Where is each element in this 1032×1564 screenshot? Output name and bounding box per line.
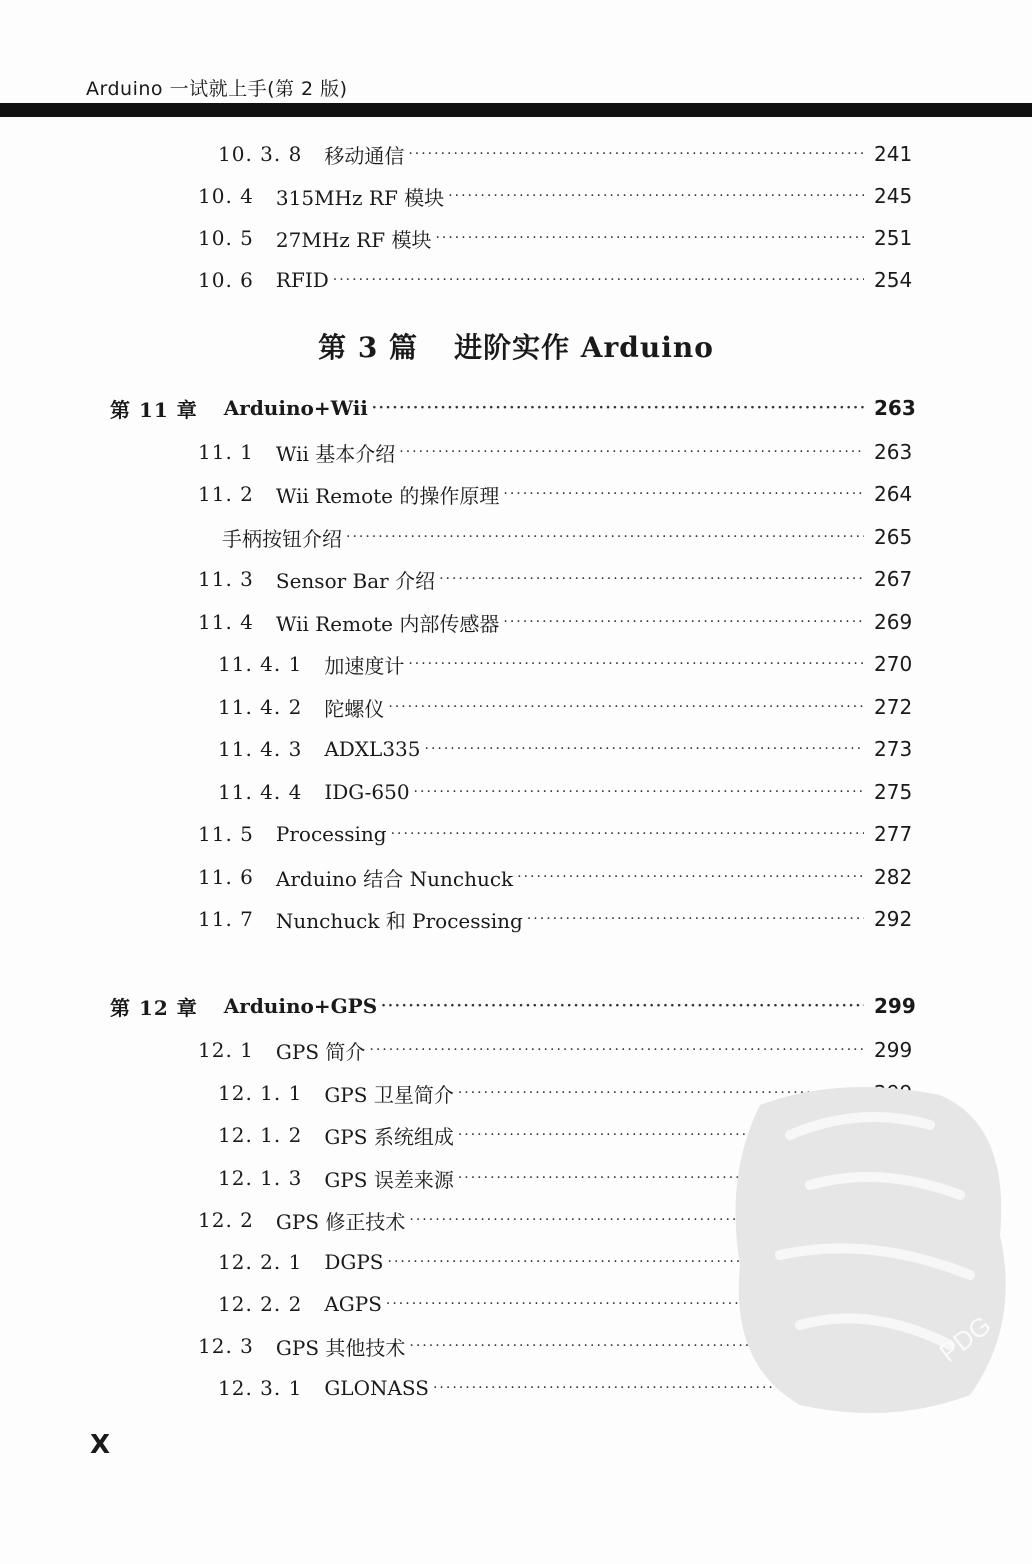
toc-entry-number: 12. 2 [198,1208,254,1232]
toc-entry[interactable] [218,648,912,680]
toc-entry-number: 11. 7 [198,907,254,931]
toc-entry-title: 陀螺仪 [324,696,385,721]
toc-entry-title: 加速度计 [324,653,405,678]
toc-entry-number: 11. 2 [198,482,254,506]
dot-leader [372,392,864,424]
toc-entry-number: 11. 6 [198,865,254,889]
toc-entry[interactable] [198,903,912,935]
toc-entry-page: 299 [874,994,916,1018]
toc-entry-number: 12. 1. 1 [218,1081,303,1105]
toc-entry-number: 12. 1. 3 [218,1166,303,1190]
toc-entry[interactable] [198,818,912,850]
toc-entry-page: 270 [874,652,913,676]
toc-entry-title: 27MHz RF 模块 [275,227,432,252]
toc-entry-page: 272 [874,695,913,719]
toc-entry-title: GPS 系统组成 [324,1124,454,1149]
stamp-logo-text: PDG [933,1309,997,1368]
dot-leader [399,436,864,468]
dot-leader [503,606,864,638]
toc-entry-number: 11. 3 [198,567,254,591]
toc-entry-page: 245 [874,184,913,208]
toc-chapter-entry[interactable] [110,990,916,1022]
toc-entry-number: 11. 4 [198,610,254,634]
toc-entry-number: 12. 2. 1 [218,1250,303,1274]
toc-entry-title: 移动通信 [324,143,405,168]
toc-entry-title: Arduino+GPS [223,994,378,1018]
toc-entry-number: 11. 5 [198,822,254,846]
header-rule [0,103,1032,117]
toc-entry-page: 263 [874,396,916,420]
dot-leader [381,990,864,1022]
toc-entry[interactable] [222,521,912,553]
toc-entry[interactable] [198,264,912,296]
toc-entry-title: 315MHz RF 模块 [275,185,445,210]
part-heading [0,326,1032,366]
toc-entry-number: 12. 1. 2 [218,1123,303,1147]
page-number: X [90,1430,111,1460]
toc-entry-number: 12. 2. 2 [218,1292,303,1316]
toc-entry-page: 265 [874,525,913,549]
toc-entry-title: GPS 简介 [275,1039,366,1064]
toc-entry-title: 手柄按钮介绍 [222,526,342,551]
toc-entry[interactable] [218,776,912,808]
toc-entry[interactable] [198,180,912,212]
dot-leader [527,903,864,935]
toc-entry-title: Wii Remote 内部传感器 [275,611,500,636]
toc-entry-number: 11. 4. 1 [218,652,303,676]
toc-entry-title: DGPS [324,1250,384,1274]
toc-entry-page: 277 [874,822,913,846]
toc-entry-title: IDG-650 [324,780,410,804]
toc-entry[interactable] [218,733,912,765]
toc-entry-page: 282 [874,865,913,889]
toc-entry-title: Wii 基本介绍 [275,441,396,466]
toc-entry-page: 269 [874,610,913,634]
toc-entry-title: RFID [275,268,329,292]
part-title: 进阶实作 Arduino [454,331,714,364]
toc-entry-page: 267 [874,567,913,591]
toc-entry-title: Processing [275,822,387,846]
toc-entry-number: 12. 3. 1 [218,1376,303,1400]
toc-entry[interactable] [198,606,912,638]
watermark-stamp [720,1065,1020,1425]
dot-leader [503,478,864,510]
toc-entry-page: 299 [874,1038,913,1062]
dot-leader [388,691,864,723]
running-header: Arduino 一试就上手(第 2 版) [86,78,348,100]
toc-entry-page: 263 [874,440,913,464]
dot-leader [333,264,864,296]
toc-entry-number: 10. 6 [198,268,254,292]
toc-entry-title: GPS 修正技术 [275,1209,406,1234]
toc-entry[interactable] [198,222,912,254]
dot-leader [517,861,864,893]
toc-entry-page: 251 [874,226,913,250]
toc-entry[interactable] [198,478,912,510]
toc-entry-page: 292 [874,907,913,931]
toc-entry-title: ADXL335 [324,737,421,761]
dot-leader [439,563,864,595]
toc-entry-number: 第 12 章 [110,995,198,1020]
toc-entry-title: GPS 其他技术 [275,1335,406,1360]
toc-entry-title: Sensor Bar 介绍 [275,568,436,593]
toc-entry-title: GPS 误差来源 [324,1167,454,1192]
toc-entry-number: 10. 3. 8 [218,142,303,166]
toc-entry-number: 10. 4 [198,184,254,208]
toc-entry-number: 第 11 章 [110,397,198,422]
dot-leader [346,521,864,553]
dot-leader [448,180,864,212]
dot-leader [391,818,864,850]
toc-entry-page: 254 [874,268,913,292]
dot-leader [408,138,864,170]
toc-entry-page: 273 [874,737,913,761]
toc-entry[interactable] [198,563,912,595]
toc-entry-number: 11. 1 [198,440,254,464]
dot-leader [408,648,864,680]
toc-entry-page: 241 [874,142,913,166]
toc-entry-number: 11. 4. 4 [218,780,303,804]
part-label: 第 3 篇 [318,331,419,364]
toc-entry[interactable] [218,138,912,170]
toc-entry-page: 275 [874,780,913,804]
toc-entry[interactable] [198,861,912,893]
dot-leader [414,776,864,808]
toc-entry-title: AGPS [324,1292,382,1316]
toc-entry-title: Wii Remote 的操作原理 [275,483,500,508]
toc-entry-number: 11. 4. 3 [218,737,303,761]
dot-leader [369,1034,864,1066]
toc-entry[interactable] [198,436,912,468]
toc-entry-number: 12. 3 [198,1334,254,1358]
toc-entry-number: 10. 5 [198,226,254,250]
toc-entry[interactable] [198,1034,912,1066]
toc-entry-title: Arduino+Wii [223,396,368,420]
toc-entry-title: GPS 卫星简介 [324,1082,454,1107]
toc-entry-title: GLONASS [324,1376,429,1400]
toc-chapter-entry[interactable] [110,392,916,424]
toc-entry-number: 11. 4. 2 [218,695,303,719]
dot-leader [435,222,864,254]
toc-entry-title: Nunchuck 和 Processing [275,908,523,933]
dot-leader [425,733,865,765]
toc-entry[interactable] [218,691,912,723]
toc-entry-page: 264 [874,482,913,506]
toc-entry-title: Arduino 结合 Nunchuck [275,866,514,891]
toc-entry-number: 12. 1 [198,1038,254,1062]
